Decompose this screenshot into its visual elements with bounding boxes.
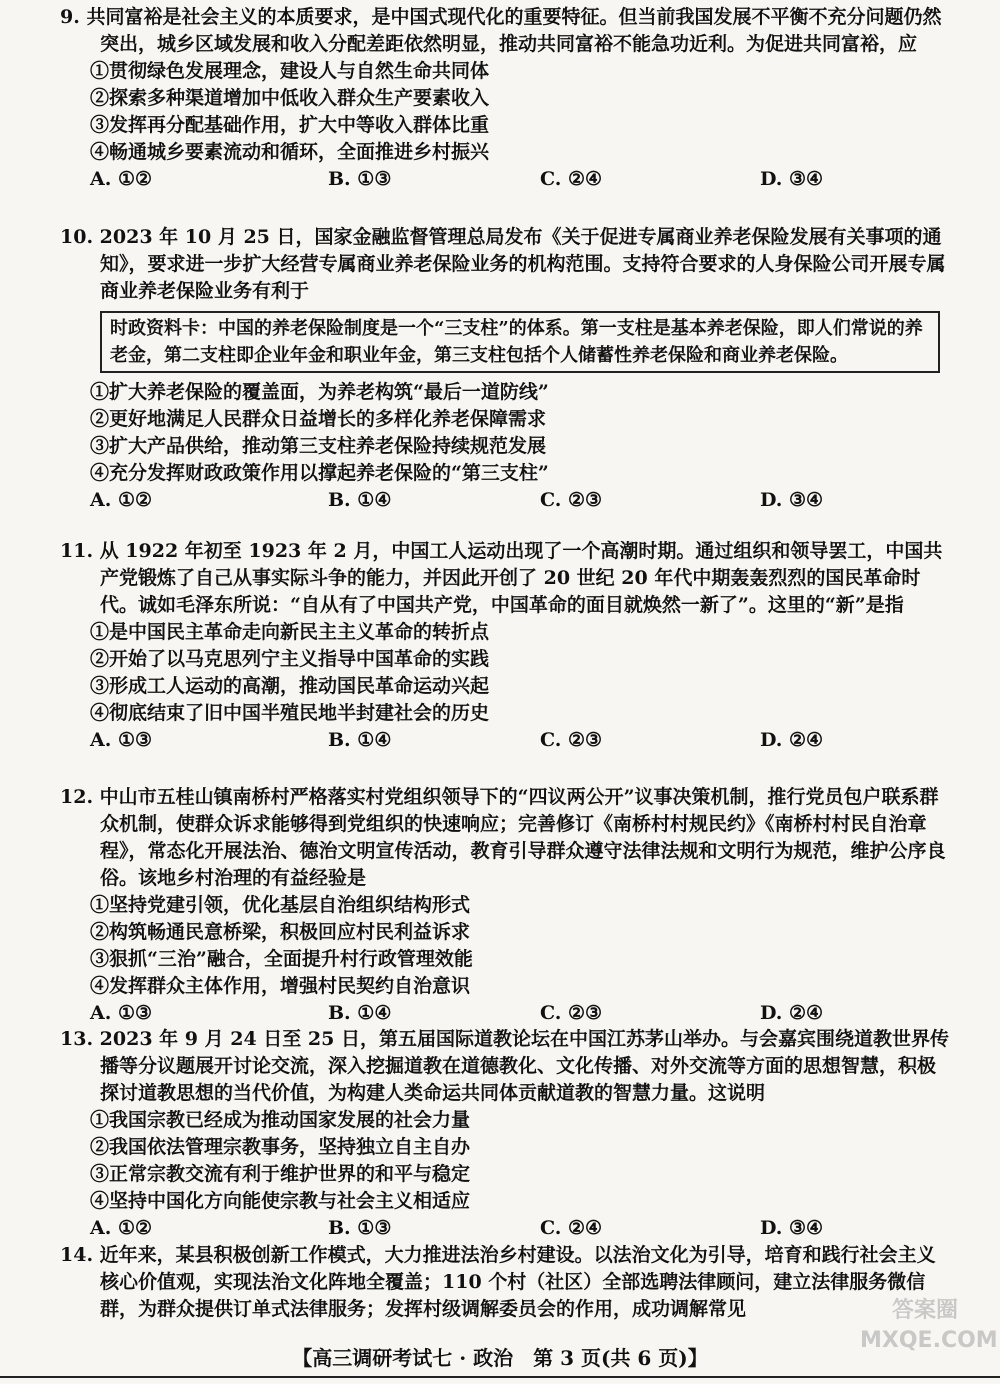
- choice-a: A. ①②: [90, 1217, 153, 1239]
- option-3: ③狠抓“三治”融合，全面提升村行政管理效能: [90, 948, 473, 970]
- choice-c: C. ②③: [540, 1002, 603, 1024]
- option-2: ②我国依法管理宗教事务，坚持独立自主自办: [90, 1136, 471, 1158]
- choice-b: B. ①④: [328, 729, 392, 751]
- question-stem: 12. 中山市五桂山镇南桥村严格落实村党组织领导下的“四议两公开”议事决策机制，推行党员包户联系群众机制，使群众诉求能够得到党组织的快速响应；完善修订《南桥村村规民约》《南桥村村民自治章程》，常态化开展法治、德治文明宣传活动，教育引导群众遵守法律法规和文明行为规范，维护公序良俗。该地乡村治理的有益经验是: [60, 786, 946, 889]
- choice-a: A. ①②: [90, 489, 153, 511]
- option-4: ④发挥群众主体作用，增强村民契约自治意识: [90, 975, 471, 997]
- question-stem: 10. 2023 年 10 月 25 日，国家金融监督管理总局发布《关于促进专属商业养老保险发展有关事项的通知》，要求进一步扩大经营专属商业养老保险业务的机构范围。支持符合要求的人身保险公司开展专属商业养老保险业务有利于: [60, 226, 946, 302]
- answer-choices: [90, 1000, 950, 1027]
- option-4: ④充分发挥财政政策作用以撑起养老保险的“第三支柱”: [90, 462, 549, 484]
- watermark-line-1: 答案圈: [891, 1298, 958, 1323]
- choice-b: B. ①④: [328, 1002, 392, 1024]
- choice-b: B. ①③: [328, 1217, 392, 1239]
- choice-b: B. ①③: [328, 168, 392, 190]
- bottom-divider: [0, 1376, 1000, 1378]
- question-10: [60, 224, 950, 514]
- question-stem: 14. 近年来，某县积极创新工作模式，大力推进法治乡村建设。以法治文化为引导，培育和践行社会主义核心价值观，实现法治文化阵地全覆盖；110 个村（社区）全部选聘法律顾问，建立法律服务微信群，为群众提供订单式法律服务；发挥村级调解委员会的作用，成功调解常见: [60, 1244, 936, 1320]
- option-4: ④坚持中国化方向能使宗教与社会主义相适应: [90, 1190, 471, 1212]
- choice-b: B. ①④: [328, 489, 392, 511]
- option-2: ②探索多种渠道增加中低收入群众生产要素收入: [90, 87, 490, 109]
- choice-d: D. ③④: [760, 1217, 824, 1239]
- watermark-line-2: MXQE.COM: [860, 1328, 998, 1353]
- answer-choices: [90, 727, 950, 754]
- choice-c: C. ②③: [540, 489, 603, 511]
- option-4: ④畅通城乡要素流动和循环，全面推进乡村振兴: [90, 141, 490, 163]
- option-3: ③正常宗教交流有利于维护世界的和平与稳定: [90, 1163, 471, 1185]
- question-11: [60, 538, 950, 754]
- choice-a: A. ①②: [90, 168, 153, 190]
- option-1: ①我国宗教已经成为推动国家发展的社会力量: [90, 1109, 471, 1131]
- option-2: ②开始了以马克思列宁主义指导中国革命的实践: [90, 648, 490, 670]
- choice-a: A. ①③: [90, 1002, 153, 1024]
- choice-d: D. ③④: [760, 168, 824, 190]
- option-1: ①坚持党建引领，优化基层自治组织结构形式: [90, 894, 471, 916]
- page-footer: 【高三调研考试七 · 政治 第 3 页(共 6 页)】: [292, 1346, 708, 1370]
- choice-d: D. ②④: [760, 729, 824, 751]
- question-stem: 11. 从 1922 年初至 1923 年 2 月，中国工人运动出现了一个高潮时期。通过组织和领导罢工，中国共产党锻炼了自己从事实际斗争的能力，并因此开创了 20 世纪 20 年代中期轰轰烈烈的国民革命时代。诚如毛泽东所说：“自从有了中国共产党，中国革命的面目就焕然一新了”。这里的“新”是指: [60, 540, 943, 616]
- answer-choices: [90, 487, 950, 514]
- question-13: [60, 1026, 950, 1242]
- option-1: ①扩大养老保险的覆盖面，为养老构筑“最后一道防线”: [90, 381, 549, 403]
- question-stem: 9. 共同富裕是社会主义的本质要求，是中国式现代化的重要特征。但当前我国发展不平衡不充分问题仍然突出，城乡区域发展和收入分配差距依然明显，推动共同富裕不能急功近利。为促进共同富裕，应: [60, 6, 942, 55]
- option-2: ②更好地满足人民群众日益增长的多样化养老保障需求: [90, 408, 547, 430]
- option-3: ③扩大产品供给，推动第三支柱养老保险持续规范发展: [90, 435, 547, 457]
- option-4: ④彻底结束了旧中国半殖民地半封建社会的历史: [90, 702, 490, 724]
- option-2: ②构筑畅通民意桥梁，积极回应村民利益诉求: [90, 921, 471, 943]
- answer-choices: [90, 1215, 950, 1242]
- question-stem: 13. 2023 年 9 月 24 日至 25 日，第五届国际道教论坛在中国江苏茅山举办。与会嘉宾围绕道教世界传播等分议题展开讨论交流，深入挖掘道教在道德教化、文化传播、对外交流等方面的思想智慧，积极探讨道教思想的当代价值，为构建人类命运共同体贡献道教的智慧力量。这说明: [60, 1028, 949, 1104]
- question-14: [60, 1242, 950, 1323]
- option-3: ③发挥再分配基础作用，扩大中等收入群体比重: [90, 114, 490, 136]
- choice-c: C. ②④: [540, 1217, 603, 1239]
- choice-c: C. ②③: [540, 729, 603, 751]
- question-12: [60, 784, 950, 1027]
- choice-d: D. ②④: [760, 1002, 824, 1024]
- option-1: ①贯彻绿色发展理念，建设人与自然生命共同体: [90, 60, 490, 82]
- option-3: ③形成工人运动的高潮，推动国民革命运动兴起: [90, 675, 490, 697]
- choice-c: C. ②④: [540, 168, 603, 190]
- choice-d: D. ③④: [760, 489, 824, 511]
- choice-a: A. ①③: [90, 729, 153, 751]
- question-9: [60, 4, 950, 193]
- option-1: ①是中国民主革命走向新民主主义革命的转折点: [90, 621, 490, 643]
- answer-choices: [90, 166, 950, 193]
- info-card: 时政资料卡：中国的养老保险制度是一个“三支柱”的体系。第一支柱是基本养老保险，即人们常说的养老金，第二支柱即企业年金和职业年金，第三支柱包括个人储蓄性养老保险和商业养老保险。: [100, 311, 940, 373]
